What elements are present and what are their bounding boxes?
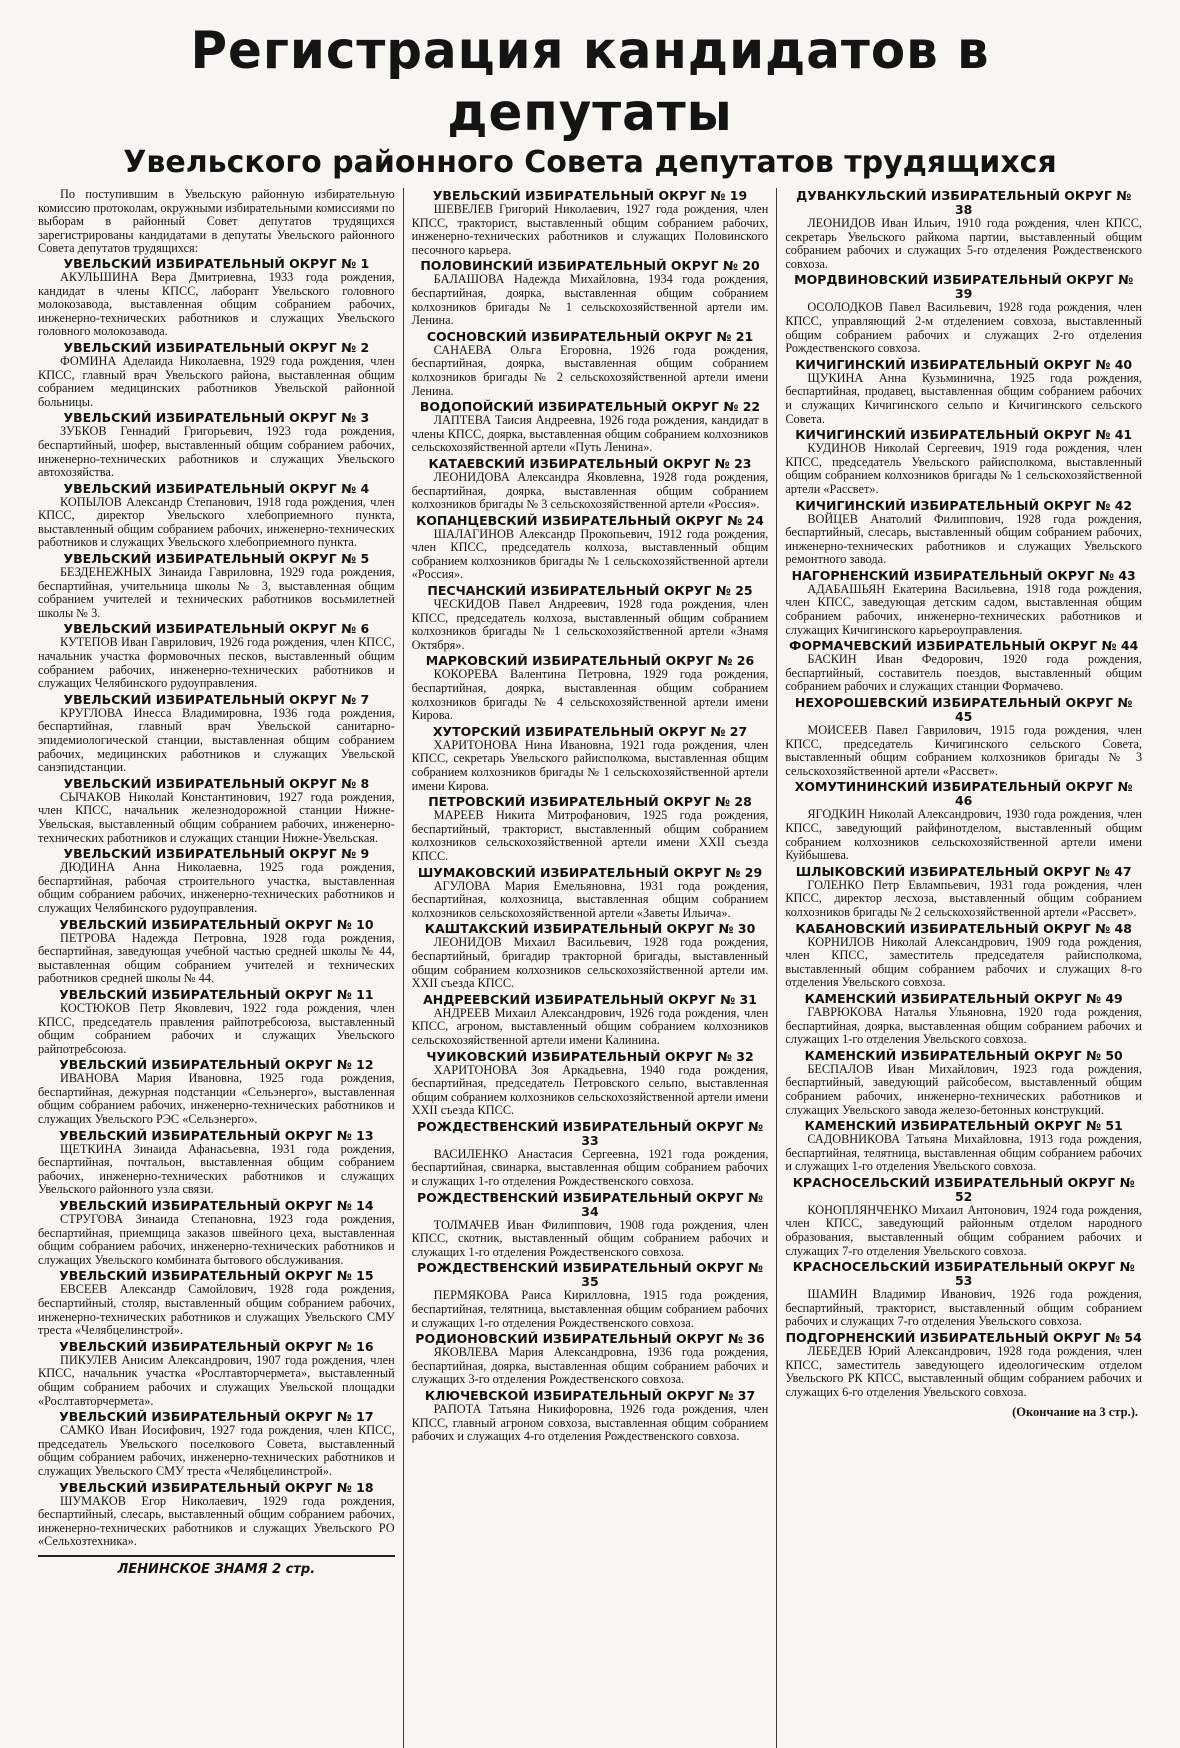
- district-heading: КИЧИГИНСКИЙ ИЗБИРАТЕЛЬНЫЙ ОКРУГ № 41: [795, 427, 1133, 443]
- district-entry: [38, 482, 395, 550]
- intro-paragraph: По поступившим в Увельскую районную избирательную комиссию протоколам, окружными избирательными комиссиями по выборам в районный Совет депутатов трудящихся зарегистрированы кандидатами в депутаты Увельского районного Совета депутатов трудящихся:: [38, 188, 395, 256]
- district-heading: КАМЕНСКИЙ ИЗБИРАТЕЛЬНЫЙ ОКРУГ № 49: [804, 990, 1123, 1006]
- district-entry: [785, 992, 1142, 1047]
- candidate-text: ЛЕОНИДОВ Иван Ильич, 1910 года рождения, член КПСС, секретарь Увельского райкома партии, выставленный общим собранием рабочих и служащих 5-го отделения Рождественского совхоза.: [785, 216, 1143, 271]
- candidate-text: ХАРИТОНОВА Нина Ивановна, 1921 года рождения, член КПСС, секретарь Увельского райисполкома, выставленная общим собранием колхозников бригады № 1 сельскохозяйственной артели имени Кирова.: [411, 737, 769, 793]
- district-entry: [785, 273, 1142, 355]
- district-entry: [412, 1191, 769, 1260]
- district-heading: ПОДГОРНЕНСКИЙ ИЗБИРАТЕЛЬНЫЙ ОКРУГ № 54: [785, 1330, 1142, 1346]
- district-heading: ШУМАКОВСКИЙ ИЗБИРАТЕЛЬНЫЙ ОКРУГ № 29: [417, 864, 763, 880]
- district-heading: УВЕЛЬСКИЙ ИЗБИРАТЕЛЬНЫЙ ОКРУГ № 1: [63, 255, 370, 271]
- district-entry: [412, 400, 769, 455]
- candidate-text: ЛЕБЕДЕВ Юрий Александрович, 1928 года рождения, член КПСС, заместитель заведующего идеологическим отделом Увельского РК КПСС, выставленный общим собранием рабочих и служащих 6-го отделения Увельского совхоза.: [785, 1344, 1143, 1399]
- district-heading: УВЕЛЬСКИЙ ИЗБИРАТЕЛЬНЫЙ ОКРУГ № 17: [59, 1409, 374, 1425]
- district-heading: КОПАНЦЕВСКИЙ ИЗБИРАТЕЛЬНЫЙ ОКРУГ № 24: [416, 512, 764, 528]
- candidate-text: БАЛАШОВА Надежда Михайловна, 1934 года рождения, беспартийная, доярка, выставленная общим собранием колхозников бригады № 1 сельскохозяйственной артели им. Ленина.: [411, 272, 769, 328]
- district-entry: [785, 1176, 1142, 1258]
- candidate-text: ТОЛМАЧЕВ Иван Филиппович, 1908 года рождения, член КПСС, скотник, выставленный общим собранием рабочих и служащих 1-го отделения Рождественского совхоза.: [411, 1217, 769, 1259]
- district-heading: УВЕЛЬСКИЙ ИЗБИРАТЕЛЬНЫЙ ОКРУГ № 4: [63, 480, 370, 496]
- candidate-text: ШЕВЕЛЕВ Григорий Николаевич, 1927 года рождения, член КПСС, тракторист, выставленный общим собранием рабочих, инженерно-технических работников и служащих Половинского песочного карьера.: [411, 202, 769, 257]
- candidate-text: ФОМИНА Аделаида Николаевна, 1929 года рождения, член КПСС, главный врач Увельского района, выставленная общим собранием медицинских работников Увельской районной больницы.: [38, 353, 395, 409]
- district-heading: УВЕЛЬСКИЙ ИЗБИРАТЕЛЬНЫЙ ОКРУГ № 19: [432, 188, 748, 203]
- district-heading: РОЖДЕСТВЕНСКИЙ ИЗБИРАТЕЛЬНЫЙ ОКРУГ № 34: [416, 1189, 764, 1219]
- candidate-text: КОКОРЕВА Валентина Петровна, 1929 года рождения, беспартийная, доярка, выставленная общим собранием колхозников бригады № 4 сельскохозяйственной артели имени Кирова.: [411, 667, 769, 723]
- candidate-text: КРУГЛОВА Инесса Владимировна, 1936 года рождения, беспартийная, главный врач Увельской санитарно-эпидемиологической станции, выставленная общим собранием рабочих, медицинских работников и служащих Увельской санэпидстанции.: [38, 705, 395, 775]
- district-heading: КЛЮЧЕВСКОЙ ИЗБИРАТЕЛЬНЫЙ ОКРУГ № 37: [424, 1388, 756, 1403]
- candidate-text: ОСОЛОДКОВ Павел Васильевич, 1928 года рождения, член КПСС, управляющий 2-м отделением совхоза, выставленный общим собранием рабочих и служащих 2-го отделения Рождественского совхоза.: [785, 300, 1143, 356]
- candidate-text: КОСТЮКОВ Петр Яковлевич, 1922 года рождения, член КПСС, председатель правления райпотребсоюза, выставленный общим собранием рабочих и служащих Увельского райпотребсоюза.: [38, 1000, 395, 1056]
- district-entry: [412, 330, 769, 398]
- district-heading: КРАСНОСЕЛЬСКИЙ ИЗБИРАТЕЛЬНЫЙ ОКРУГ № 53: [792, 1259, 1135, 1289]
- column-3: [776, 188, 1150, 1748]
- district-entry: [785, 499, 1142, 567]
- district-heading: КРАСНОСЕЛЬСКИЙ ИЗБИРАТЕЛЬНЫЙ ОКРУГ № 52: [792, 1174, 1135, 1204]
- candidate-text: ЧЕСКИДОВ Павел Андреевич, 1928 года рождения, член КПСС, председатель колхоза, выставленный общим собранием колхозников бригады № 1 сельскохозяйственной артели «Знамя Октября».: [411, 597, 769, 652]
- district-heading: ХУТОРСКИЙ ИЗБИРАТЕЛЬНЫЙ ОКРУГ № 27: [432, 723, 748, 739]
- candidate-text: БЕСПАЛОВ Иван Михайлович, 1923 года рождения, беспартийный, заведующий райсобесом, выставленный общим собранием рабочих, инженерно-технических работников и служащих Увельского завода железо-бетонных конструкций.: [785, 1061, 1143, 1117]
- district-entry: [785, 428, 1142, 496]
- district-heading: ШЛЫКОВСКИЙ ИЗБИРАТЕЛЬНЫЙ ОКРУГ № 47: [795, 863, 1132, 879]
- candidate-text: ЛЕОНИДОВА Александра Яковлевна, 1928 года рождения, беспартийная, доярка, выставленная общим собранием колхозников бригады № 3 сельскохозяйственной артели «Россия».: [411, 469, 769, 512]
- candidate-text: ДЮДИНА Анна Николаевна, 1925 года рождения, беспартийная, рабочая строительного участка, выставленная общим собранием рабочих, инженерно-технических работников и служащих Челябинского рудоуправления.: [38, 860, 395, 915]
- page-subtitle: Увельского районного Совета депутатов трудящихся: [123, 145, 1057, 180]
- candidate-text: БЕЗДЕНЕЖНЫХ Зинаида Гавриловна, 1929 года рождения, беспартийная, учительница школы № 3, выставленная общим собранием учителей и технических работников восьмилетней школы № 3.: [38, 565, 395, 620]
- district-heading: УВЕЛЬСКИЙ ИЗБИРАТЕЛЬНЫЙ ОКРУГ № 7: [63, 691, 370, 707]
- district-entry: [785, 639, 1142, 694]
- district-entry: [412, 457, 769, 512]
- district-heading: КИЧИГИНСКИЙ ИЗБИРАТЕЛЬНЫЙ ОКРУГ № 42: [795, 497, 1133, 513]
- district-entry: [412, 795, 769, 863]
- candidate-text: ШАМИН Владимир Иванович, 1926 года рождения, беспартийный, тракторист, выставленный общим собранием рабочих и служащих 7-го отделения Увельского совхоза.: [785, 1287, 1143, 1329]
- candidate-text: ЛАПТЕВА Таисия Андреевна, 1926 года рождения, кандидат в члены КПСС, доярка, выставленная общим собранием колхозников сельскохозяйственной артели «Путь Ленина».: [411, 413, 769, 455]
- district-entry: [38, 1058, 395, 1126]
- candidate-text: ЩЕТКИНА Зинаида Афанасьевна, 1931 года рождения, беспартийная, почтальон, выставленная общим собранием рабочих, инженерно-технических работников и служащих Увельского районного узла связи.: [38, 1141, 395, 1197]
- district-heading: ПЕТРОВСКИЙ ИЗБИРАТЕЛЬНЫЙ ОКРУГ № 28: [428, 794, 752, 810]
- candidate-text: ЯГОДКИН Николай Александрович, 1930 года рождения, член КПСС, заведующий райфинотделом, выставленный общим собранием колхозников сельскохозяйственной артели имени Куйбышева.: [785, 807, 1143, 863]
- district-heading: ХОМУТИНИНСКИЙ ИЗБИРАТЕЛЬНЫЙ ОКРУГ № 46: [794, 779, 1133, 809]
- district-entry: [38, 1129, 395, 1197]
- district-entry: [38, 988, 395, 1056]
- continuation-note: (Окончание на 3 стр.).: [1012, 1405, 1139, 1420]
- candidate-text: КОРНИЛОВ Николай Александрович, 1909 года рождения, член КПСС, заместитель председателя райисполкома, выставленный общим собранием рабочих и служащих 8-го отделения Увельского совхоза.: [785, 934, 1143, 990]
- district-heading: КАБАНОВСКИЙ ИЗБИРАТЕЛЬНЫЙ ОКРУГ № 48: [795, 920, 1132, 936]
- district-heading: АНДРЕЕВСКИЙ ИЗБИРАТЕЛЬНЫЙ ОКРУГ № 31: [423, 991, 757, 1007]
- candidate-text: САДОВНИКОВА Татьяна Михайловна, 1913 года рождения, беспартийная, телятница, выставленная общим собранием рабочих и служащих 1-го отделения Увельского совхоза.: [785, 1132, 1143, 1174]
- district-heading: УВЕЛЬСКИЙ ИЗБИРАТЕЛЬНЫЙ ОКРУГ № 14: [59, 1198, 374, 1214]
- district-heading: УВЕЛЬСКИЙ ИЗБИРАТЕЛЬНЫЙ ОКРУГ № 6: [63, 621, 370, 637]
- candidate-text: ЛЕОНИДОВ Михаил Васильевич, 1928 года рождения, беспартийный, бригадир тракторной бригады, выставленный общим собранием колхозников сельскохозяйственной артели им. XXII съезда КПСС.: [411, 935, 769, 991]
- candidate-text: ХАРИТОНОВА Зоя Аркадьевна, 1940 года рождения, беспартийная, председатель Петровского сельпо, выставленная общим собранием колхозников сельскохозяйственной артели имени XXII съезда КПСС.: [411, 1062, 769, 1118]
- district-heading: УВЕЛЬСКИЙ ИЗБИРАТЕЛЬНЫЙ ОКРУГ № 9: [63, 846, 370, 862]
- candidate-text: РАПОТА Татьяна Никифоровна, 1926 года рождения, член КПСС, главный агроном совхоза, выставленная общим собранием рабочих и служащих 4-го отделения Рождественского совхоза.: [411, 1402, 769, 1444]
- district-entry: [785, 922, 1142, 990]
- district-heading: КАМЕНСКИЙ ИЗБИРАТЕЛЬНЫЙ ОКРУГ № 50: [804, 1047, 1123, 1063]
- candidate-text: БАСКИН Иван Федорович, 1920 года рождения, беспартийный, составитель поездов, выставленный общим собранием рабочих и служащих станции Формачево.: [785, 652, 1143, 694]
- district-entry: [38, 552, 395, 620]
- district-entry: [412, 725, 769, 793]
- district-entry: [38, 1340, 395, 1408]
- article-columns: [30, 188, 1150, 1748]
- district-heading: УВЕЛЬСКИЙ ИЗБИРАТЕЛЬНЫЙ ОКРУГ № 10: [59, 916, 374, 932]
- district-heading: МОРДВИНОВСКИЙ ИЗБИРАТЕЛЬНЫЙ ОКРУГ № 39: [794, 272, 1134, 302]
- district-heading: РОЖДЕСТВЕНСКИЙ ИЗБИРАТЕЛЬНЫЙ ОКРУГ № 33: [416, 1118, 764, 1148]
- district-entry: [785, 780, 1142, 862]
- candidate-text: АКУЛЬШИНА Вера Дмитриевна, 1933 года рождения, кандидат в члены КПСС, лаборант Увельского головного молокозавода, выставленная общим собранием рабочих, инженерно-технических работников и служащих Увельского головного молокозавода.: [38, 269, 395, 339]
- candidate-text: ЩУКИНА Анна Кузьминична, 1925 года рождения, беспартийная, продавец, выставленная общим собранием рабочих и служащих Кичигинского сельпо и Кичигинского сельского Совета.: [785, 370, 1143, 426]
- candidate-text: СЫЧАКОВ Николай Константинович, 1927 года рождения, член КПСС, начальник железнодорожной станции Нижне-Увельская, выставленный общим собранием рабочих, инженерно-технических работников и служащих станции Нижне-Увельская.: [38, 789, 395, 845]
- district-heading: СОСНОВСКИЙ ИЗБИРАТЕЛЬНЫЙ ОКРУГ № 21: [426, 328, 754, 344]
- candidate-text: ИВАНОВА Мария Ивановна, 1925 года рождения, беспартийная, дежурная подстанции «Сельэнерго», выставленная общим собранием рабочих, инженерно-технических работников и служащих Увельского РЭС «Сельэнерго».: [38, 1071, 395, 1127]
- candidate-text: ВАСИЛЕНКО Анастасия Сергеевна, 1921 года рождения, беспартийная, свинарка, выставленная общим собранием рабочих и служащих 1-го отделения Рождественского совхоза.: [411, 1146, 769, 1189]
- district-entry: [412, 1389, 769, 1444]
- district-heading: ЧУИКОВСКИЙ ИЗБИРАТЕЛЬНЫЙ ОКРУГ № 32: [426, 1048, 754, 1064]
- district-entry: [412, 1261, 769, 1330]
- district-heading: ФОРМАЧЕВСКИЙ ИЗБИРАТЕЛЬНЫЙ ОКРУГ № 44: [789, 638, 1139, 654]
- candidate-text: ГАВРЮКОВА Наталья Ульяновна, 1920 года рождения, беспартийная, доярка, выставленная общим собранием рабочих и служащих 1-го отделения Увельского совхоза.: [785, 1004, 1143, 1047]
- candidate-text: КОПЫЛОВ Александр Степанович, 1918 года рождения, член КПСС, директор Увельского хлебоприемного пункта, выставленный общим собранием рабочих, инженерно-технических работников и служащих Увельского хлебоприемного пункта.: [38, 494, 395, 550]
- district-entry: [38, 1199, 395, 1267]
- district-entry: [785, 696, 1142, 778]
- candidate-text: ЕВСЕЕВ Александр Самойлович, 1928 года рождения, беспартийный, столяр, выставленный общим собранием рабочих, инженерно-технических работников и служащих Увельского СМУ треста «Челябцелинстрой».: [38, 1282, 395, 1338]
- candidate-text: ШУМАКОВ Егор Николаевич, 1929 года рождения, беспартийный, слесарь, выставленный общим собранием рабочих, инженерно-технических работников и служащих Увельского РО «Сельхозтехника».: [38, 1493, 395, 1549]
- district-entry: [38, 341, 395, 409]
- district-entry: [412, 259, 769, 327]
- district-entry: [38, 918, 395, 986]
- candidate-text: ПЕТРОВА Надежда Петровна, 1928 года рождения, беспартийная, заведующая учебной частью средней школы № 44, выставленная общим собранием учителей и технических работников средней школы № 44.: [38, 930, 395, 986]
- district-heading: НАГОРНЕНСКИЙ ИЗБИРАТЕЛЬНЫЙ ОКРУГ № 43: [791, 567, 1136, 583]
- district-entry: [412, 1050, 769, 1118]
- district-entry: [412, 922, 769, 990]
- candidate-text: САМКО Иван Иосифович, 1927 года рождения, член КПСС, председатель Увельского поселкового Совета, выставленный общим собранием рабочих, инженерно-технических работников и служащих Увельского СМУ треста «Челябцелинстрой».: [38, 1423, 395, 1478]
- district-entry: [38, 847, 395, 915]
- district-entry: [785, 358, 1142, 426]
- district-entry: [412, 189, 769, 257]
- district-entry: [412, 1120, 769, 1189]
- district-heading: УВЕЛЬСКИЙ ИЗБИРАТЕЛЬНЫЙ ОКРУГ № 15: [59, 1268, 374, 1284]
- column-1: [30, 188, 403, 1748]
- candidate-text: КУДИНОВ Николай Сергеевич, 1919 года рождения, член КПСС, председатель Увельского райисполкома, выставленный общим собранием колхозников бригады № 1 сельскохозяйственной артели «Рассвет».: [785, 441, 1143, 496]
- district-entry: [412, 584, 769, 652]
- district-heading: УВЕЛЬСКИЙ ИЗБИРАТЕЛЬНЫЙ ОКРУГ № 8: [63, 775, 370, 791]
- district-heading: УВЕЛЬСКИЙ ИЗБИРАТЕЛЬНЫЙ ОКРУГ № 12: [59, 1057, 374, 1073]
- district-heading: УВЕЛЬСКИЙ ИЗБИРАТЕЛЬНЫЙ ОКРУГ № 16: [59, 1338, 374, 1354]
- district-heading: УВЕЛЬСКИЙ ИЗБИРАТЕЛЬНЫЙ ОКРУГ № 13: [59, 1127, 374, 1143]
- candidate-text: САНАЕВА Ольга Егоровна, 1926 года рождения, беспартийная, доярка, выставленная общим собранием колхозников бригады № 2 сельскохозяйственной артели имени Ленина.: [411, 342, 769, 398]
- district-heading: КАМЕНСКИЙ ИЗБИРАТЕЛЬНЫЙ ОКРУГ № 51: [804, 1118, 1123, 1134]
- district-entry: [38, 411, 395, 479]
- candidate-text: АГУЛОВА Мария Емельяновна, 1931 года рождения, беспартийная, колхозница, выставленная общим собранием колхозников сельскохозяйственной артели «Заветы Ильича».: [411, 878, 769, 920]
- candidate-text: ЯКОВЛЕВА Мария Александровна, 1936 года рождения, беспартийная, доярка, выставленная общим собранием рабочих и служащих 3-го отделения Рождественского совхоза.: [411, 1345, 769, 1387]
- district-entry: [412, 993, 769, 1048]
- district-heading: ВОДОПОЙСКИЙ ИЗБИРАТЕЛЬНЫЙ ОКРУГ № 22: [419, 399, 761, 415]
- candidate-text: АНДРЕЕВ Михаил Александрович, 1926 года рождения, член КПСС, агроном, выставленный общим собранием колхозников сельскохозяйственной артели имени Калинина.: [411, 1005, 769, 1047]
- district-heading: УВЕЛЬСКИЙ ИЗБИРАТЕЛЬНЫЙ ОКРУГ № 18: [59, 1479, 374, 1495]
- district-entry: [785, 189, 1142, 271]
- district-heading: УВЕЛЬСКИЙ ИЗБИРАТЕЛЬНЫЙ ОКРУГ № 2: [63, 339, 370, 355]
- district-entry: [785, 865, 1142, 920]
- candidate-text: АДАБАШЬЯН Екатерина Васильевна, 1918 года рождения, член КПСС, заведующая детским садом, выставленная общим собранием рабочих, инженерно-технических работников и служащих Кичигинского карьероуправления.: [785, 581, 1143, 637]
- district-entry: [412, 866, 769, 921]
- district-entry: [38, 257, 395, 339]
- candidate-text: КОНОПЛЯНЧЕНКО Михаил Антонович, 1924 года рождения, член КПСС, заведующий районным отделом народного образования, выставленный общим собранием рабочих и служащих 7-го отделения Увельского совхоза.: [785, 1202, 1143, 1258]
- district-entry: [38, 1269, 395, 1337]
- district-entry: [785, 1049, 1142, 1117]
- district-entry: [785, 1260, 1142, 1329]
- candidate-text: МАРЕЕВ Никита Митрофанович, 1925 года рождения, беспартийный, тракторист, выставленный общим собранием колхозников сельскохозяйственной артели имени XXII съезда КПСС.: [411, 808, 769, 863]
- candidate-text: ШАЛАГИНОВ Александр Прокопьевич, 1912 года рождения, член КПСС, председатель колхоза, выставленный общим собранием колхозников бригады № 1 сельскохозяйственной артели «Россия».: [411, 526, 769, 582]
- district-heading: КИЧИГИНСКИЙ ИЗБИРАТЕЛЬНЫЙ ОКРУГ № 40: [795, 356, 1133, 372]
- page-footer-label: ЛЕНИНСКОЕ ЗНАМЯ 2 стр.: [38, 1555, 395, 1577]
- candidate-text: МОИСЕЕВ Павел Гаврилович, 1915 года рождения, член КПСС, председатель Кичигинского сельского Совета, выставленный общим собранием колхозников бригады № 3 сельскохозяйственной артели «Рассвет».: [785, 723, 1143, 778]
- district-heading: УВЕЛЬСКИЙ ИЗБИРАТЕЛЬНЫЙ ОКРУГ № 3: [63, 410, 370, 426]
- district-entry: [412, 514, 769, 582]
- candidate-text: СТРУГОВА Зинаида Степановна, 1923 года рождения, беспартийная, приемщица заказов швейного цеха, выставленная общим собранием рабочих, инженерно-технических работников и служащих Увельского комбината бытового обслуживания.: [38, 1212, 395, 1267]
- district-entry: [412, 1332, 769, 1387]
- district-heading: РОЖДЕСТВЕНСКИЙ ИЗБИРАТЕЛЬНЫЙ ОКРУГ № 35: [416, 1260, 764, 1290]
- candidate-text: ПИКУЛЕВ Анисим Александрович, 1907 года рождения, член КПСС, начальник участка «Рослтавторчермета», выставленный общим собранием рабочих и служащих Увельской площадки «Рослтавторчермета».: [38, 1352, 395, 1408]
- district-heading: ДУВАНКУЛЬСКИЙ ИЗБИРАТЕЛЬНЫЙ ОКРУГ № 38: [796, 188, 1132, 217]
- district-heading: УВЕЛЬСКИЙ ИЗБИРАТЕЛЬНЫЙ ОКРУГ № 5: [63, 551, 370, 567]
- district-heading: РОДИОНОВСКИЙ ИЗБИРАТЕЛЬНЫЙ ОКРУГ № 36: [415, 1331, 765, 1347]
- district-entry: [38, 693, 395, 775]
- district-heading: НЕХОРОШЕВСКИЙ ИЗБИРАТЕЛЬНЫЙ ОКРУГ № 45: [794, 695, 1133, 725]
- district-entry: [38, 777, 395, 845]
- candidate-text: ГОЛЕНКО Петр Евлампьевич, 1931 года рождения, член КПСС, директор лесхоза, выставленный общим собранием колхозников бригады № 2 сельскохозяйственной артели «Рассвет».: [785, 877, 1143, 919]
- district-entry: [38, 622, 395, 690]
- page-title: Регистрация кандидатов в депутаты: [190, 21, 990, 143]
- district-heading: ПОЛОВИНСКИЙ ИЗБИРАТЕЛЬНЫЙ ОКРУГ № 20: [420, 258, 760, 274]
- column-2: [403, 188, 777, 1748]
- district-heading: КАТАЕВСКИЙ ИЗБИРАТЕЛЬНЫЙ ОКРУГ № 23: [428, 455, 752, 471]
- candidate-text: КУТЕПОВ Иван Гаврилович, 1926 года рождения, член КПСС, начальник участка формовочных песков, выставленный общим собранием рабочих, инженерно-технических работников и служащих Челябинского рудоуправления.: [38, 635, 395, 691]
- district-heading: КАШТАКСКИЙ ИЗБИРАТЕЛЬНЫЙ ОКРУГ № 30: [424, 921, 756, 937]
- district-heading: УВЕЛЬСКИЙ ИЗБИРАТЕЛЬНЫЙ ОКРУГ № 11: [59, 986, 374, 1002]
- candidate-text: ПЕРМЯКОВА Раиса Кирилловна, 1915 года рождения, беспартийная, телятница, выставленная общим собранием рабочих и служащих 1-го отделения Рождественского совхоза.: [411, 1288, 769, 1330]
- district-entry: [785, 1331, 1142, 1399]
- header: [30, 20, 1150, 182]
- district-entry: [412, 654, 769, 722]
- district-heading: МАРКОВСКИЙ ИЗБИРАТЕЛЬНЫЙ ОКРУГ № 26: [425, 653, 755, 669]
- district-entry: [785, 569, 1142, 637]
- candidate-text: ВОЙЦЕВ Анатолий Филиппович, 1928 года рождения, беспартийный, слесарь, выставленный общим собранием рабочих, инженерно-технических работников и служащих Увельского ремонтного завода.: [785, 511, 1143, 567]
- candidate-text: ЗУБКОВ Геннадий Григорьевич, 1923 года рождения, беспартийный, шофер, выставленный общим собранием рабочих, инженерно-технических работников и служащих Увельского автохозяйства.: [38, 424, 395, 480]
- district-entry: [785, 1119, 1142, 1174]
- district-entry: [38, 1481, 395, 1549]
- district-entry: [38, 1410, 395, 1478]
- district-heading: ПЕСЧАНСКИЙ ИЗБИРАТЕЛЬНЫЙ ОКРУГ № 25: [427, 583, 753, 599]
